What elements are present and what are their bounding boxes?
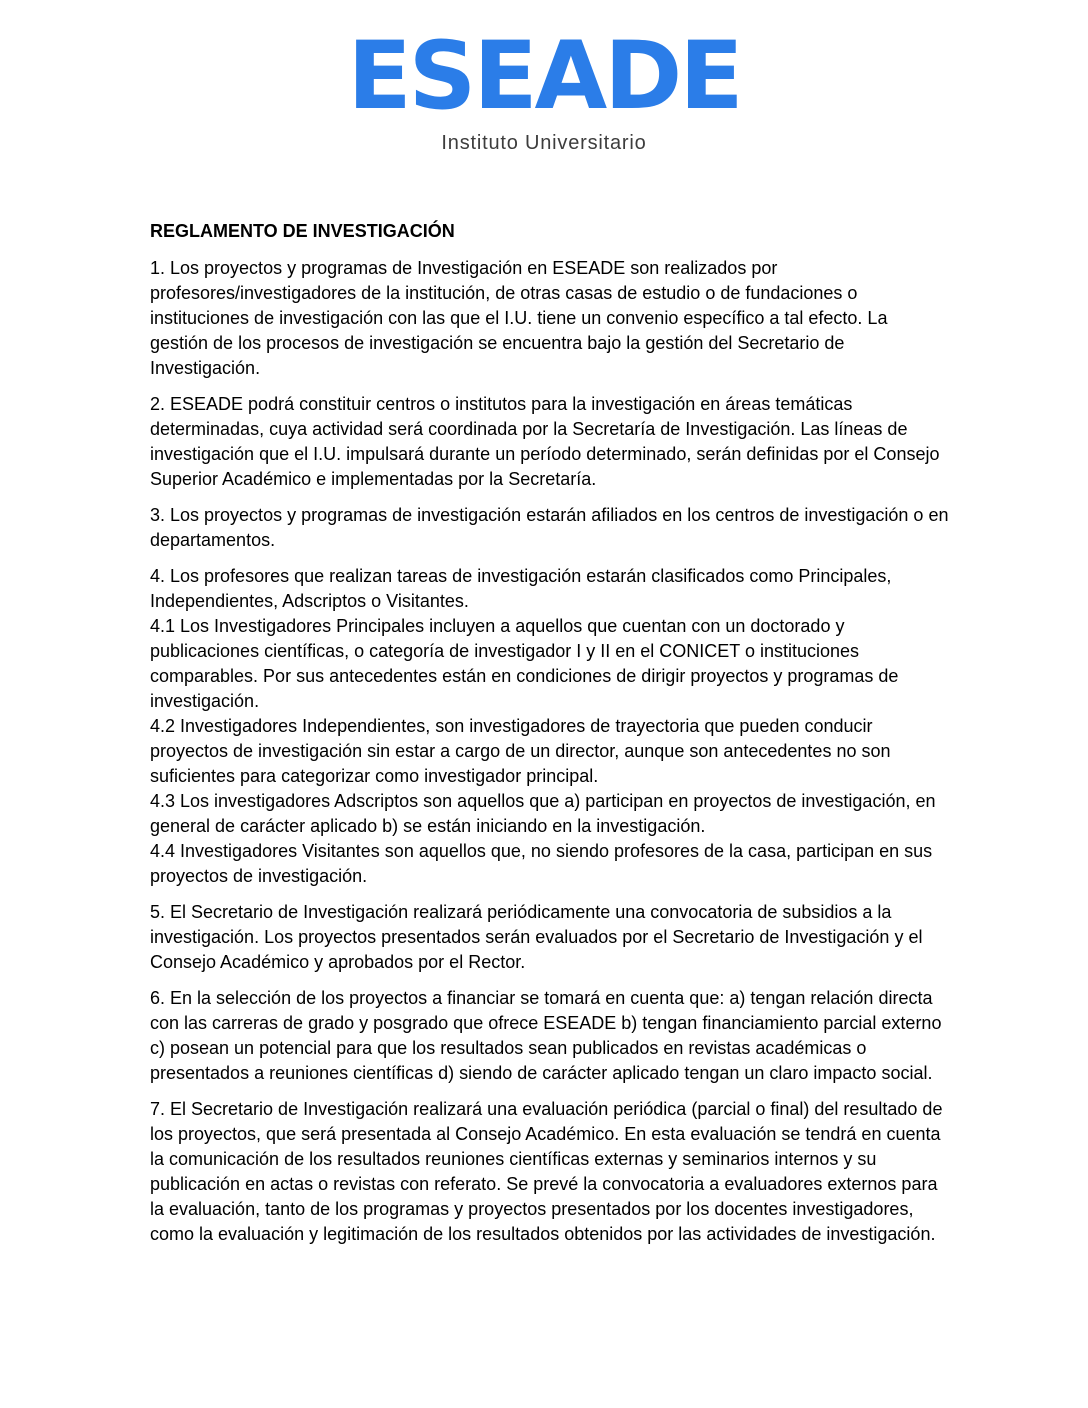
document-body (150, 219, 950, 1247)
logo-subtitle: Instituto Universitario (441, 132, 647, 154)
logo-block (0, 0, 1088, 155)
paragraph-4-2: 4.2 Investigadores Independientes, son investigadores de trayectoria que pueden conducir proyectos de investigación sin estar a cargo de un director, aunque son antecedentes no son suficientes para categorizar como investigador principal. (150, 716, 891, 786)
paragraph-4-3: 4.3 Los investigadores Adscriptos son aquellos que a) participan en proyectos de investigación, en general de carácter aplicado b) se están iniciando en la investigación. (150, 791, 936, 836)
document-title: REGLAMENTO DE INVESTIGACIÓN (150, 221, 455, 241)
paragraph-4-group (150, 564, 950, 889)
eseade-wordmark-logo: ESEADE (347, 22, 741, 131)
paragraph-6: 6. En la selección de los proyectos a financiar se tomará en cuenta que: a) tengan relación directa con las carreras de grado y posgrado que ofrece ESEADE b) tengan financiamiento parcial externo c) posean un potencial para que los resultados sean publicados en revistas académicas o presentados a reuniones científicas d) siendo de carácter aplicado tengan un claro impacto social. (150, 988, 942, 1083)
paragraph-1: 1. Los proyectos y programas de Investigación en ESEADE son realizados por profesores/investigadores de la institución, de otras casas de estudio o de fundaciones o instituciones de investigación con las que el I.U. tiene un convenio específico a tal efecto. La gestión de los procesos de investigación se encuentra bajo la gestión del Secretario de Investigación. (150, 258, 888, 378)
paragraph-2: 2. ESEADE podrá constituir centros o institutos para la investigación en áreas temáticas determinadas, cuya actividad será coordinada por la Secretaría de Investigación. Las líneas de investigación que el I.U. impulsará durante un período determinado, serán definidas por el Consejo Superior Académico e implementadas por la Secretaría. (150, 394, 940, 489)
paragraph-3: 3. Los proyectos y programas de investigación estarán afiliados en los centros de investigación o en departamentos. (150, 505, 949, 550)
paragraph-4-4: 4.4 Investigadores Visitantes son aquellos que, no siendo profesores de la casa, participan en sus proyectos de investigación. (150, 841, 933, 886)
paragraph-5: 5. El Secretario de Investigación realizará periódicamente una convocatoria de subsidios a la investigación. Los proyectos presentados serán evaluados por el Secretario de Investigación y el Consejo Académico y aprobados por el Rector. (150, 902, 923, 972)
paragraph-7: 7. El Secretario de Investigación realizará una evaluación periódica (parcial o final) del resultado de los proyectos, que será presentada al Consejo Académico. En esta evaluación se tendrá en cuenta la comunicación de los resultados reuniones científicas externas y seminarios internos y su publicación en actas o revistas con referato. Se prevé la convocatoria a evaluadores externos para la evaluación, tanto de los programas y proyectos presentados por los docentes investigadores, como la evaluación y legitimación de los resultados obtenidos por las actividades de investigación. (150, 1099, 943, 1244)
paragraph-4: 4. Los profesores que realizan tareas de investigación estarán clasificados como Principales, Independientes, Adscriptos o Visitantes. (150, 566, 892, 611)
paragraph-4-1: 4.1 Los Investigadores Principales incluyen a aquellos que cuentan con un doctorado y publicaciones científicas, o categoría de investigador I y II en el CONICET o instituciones comparables. Por sus antecedentes están en condiciones de dirigir proyectos y programas de investigación. (150, 616, 899, 711)
